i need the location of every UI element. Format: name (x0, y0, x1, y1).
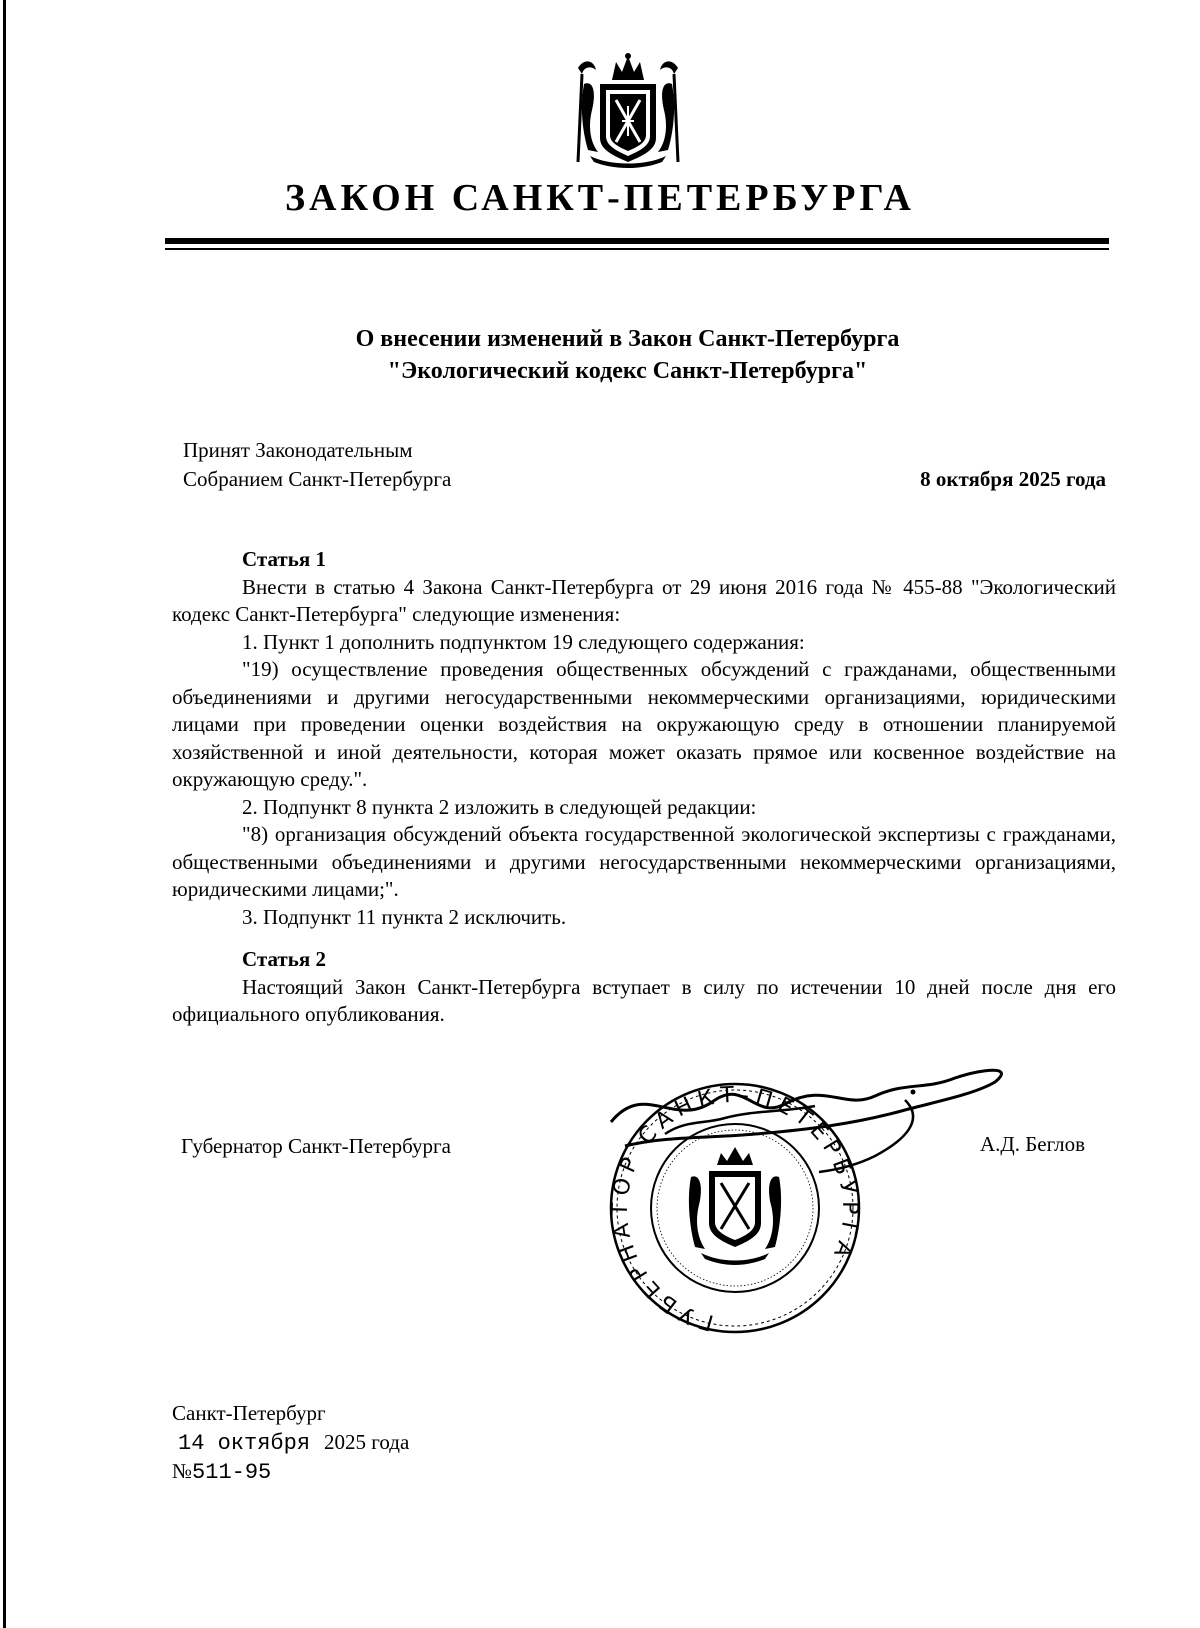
signing-date-day-month: 14 октября (178, 1431, 311, 1456)
article-2-paragraph: Настоящий Закон Санкт-Петербурга вступает в силу по истечении 10 дней после дня его официального опубликования. (172, 974, 1116, 1026)
signing-place: Санкт-Петербург (172, 1401, 326, 1425)
law-subject (0, 323, 1200, 387)
adoption-date: 8 октября 2025 года (920, 467, 1106, 491)
governor-name: А.Д. Беглов (980, 1132, 1086, 1156)
scan-edge-line (3, 0, 6, 1628)
signing-date (178, 1428, 409, 1458)
article-1-paragraph: "8) организация обсуждений объекта государственной экологической экспертизы с гражданами, общественными объединениями и другими негосударственными некоммерческими организациями, юридическими лицами;". (172, 822, 1116, 901)
adoption-line2: Собранием Санкт-Петербурга (183, 467, 452, 491)
article-2 (172, 946, 1116, 1029)
svg-text:ГУБЕРНАТОР САНКТ-ПЕТЕРБУРГА: ГУБЕРНАТОР САНКТ-ПЕТЕРБУРГА (607, 1082, 863, 1335)
article-1-heading: Статья 1 (242, 547, 326, 571)
article-1-paragraph: 1. Пункт 1 дополнить подпунктом 19 следующего содержания: (242, 629, 805, 654)
law-number (172, 1457, 271, 1487)
article-1-paragraph: "19) осуществление проведения общественных обсуждений с гражданами, общественными объединениями и другими негосударственными некоммерческими организациями, юридическими лицами при проведении оценки воздействия на окружающую среду в отношении планируемой хозяйственной и иной деятельности, которая может оказать прямое или косвенное воздействие на окружающую среду.". (172, 657, 1116, 791)
law-number-value: 511-95 (192, 1460, 272, 1485)
article-2-heading: Статья 2 (242, 947, 326, 971)
article-1-paragraph: 2. Подпункт 8 пункта 2 изложить в следующей редакции: (242, 794, 757, 819)
law-subject-line2: "Экологический кодекс Санкт-Петербурга" (387, 358, 868, 384)
adoption-statement (183, 436, 451, 494)
title-rule-thick (165, 238, 1109, 244)
article-1-paragraph: Внести в статью 4 Закона Санкт-Петербурга от 29 июня 2016 года № 455-88 "Экологический кодекс Санкт-Петербурга" следующие изменения: (172, 574, 1116, 626)
law-subject-line1: О внесении изменений в Закон Санкт-Петербурга (355, 326, 900, 352)
law-title: ЗАКОН САНКТ-ПЕТЕРБУРГА (284, 177, 915, 219)
coat-of-arms-icon (570, 50, 686, 168)
article-1 (172, 546, 1116, 931)
article-1-paragraph: 3. Подпункт 11 пункта 2 исключить. (242, 904, 567, 929)
handwritten-signature (605, 1060, 1025, 1180)
signing-date-year: 2025 года (324, 1430, 410, 1454)
title-rule-thin (165, 248, 1109, 250)
governor-position: Губернатор Санкт-Петербурга (181, 1134, 451, 1158)
law-number-prefix: № (172, 1459, 193, 1483)
adoption-line1: Принят Законодательным (183, 438, 413, 462)
